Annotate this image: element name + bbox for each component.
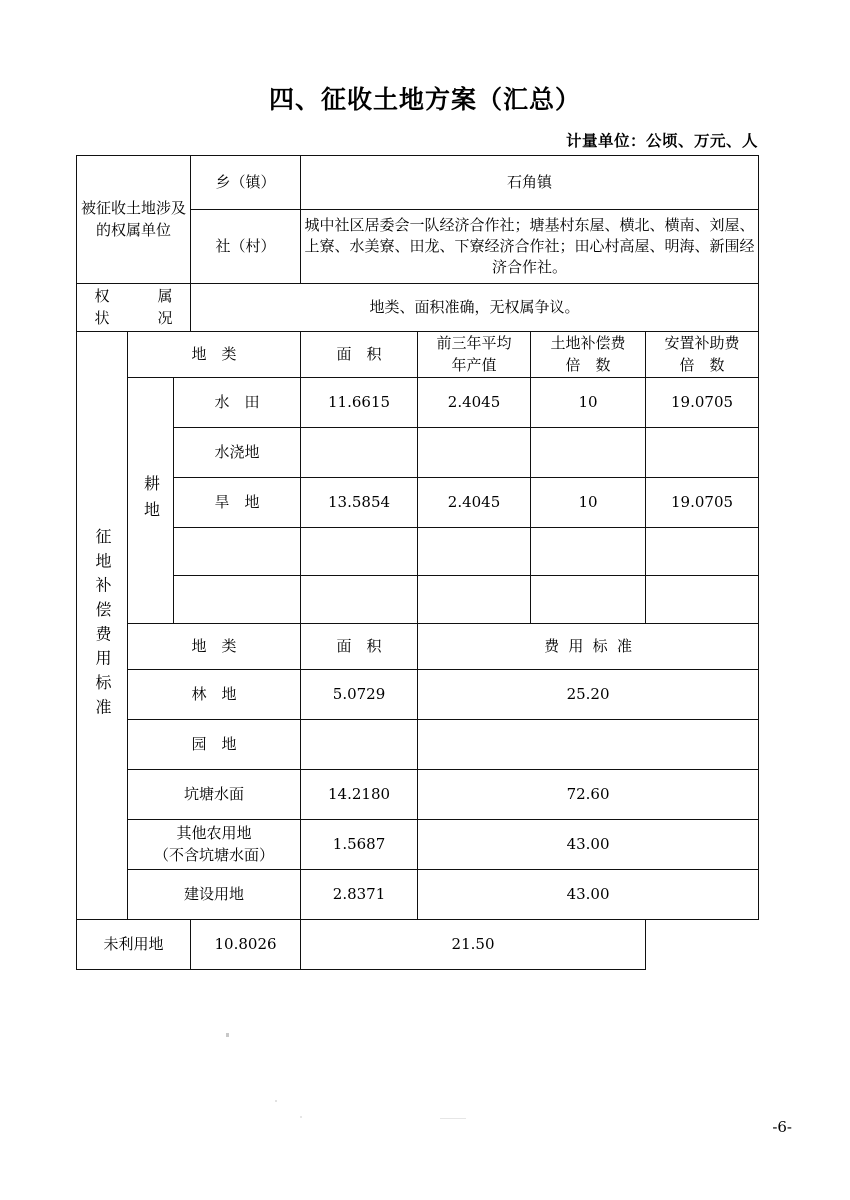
land-type-other-agri-line1: 其他农用地	[176, 824, 252, 843]
area-construction: 2.8371	[301, 870, 418, 920]
table-row-cultivated-blank-2	[77, 576, 759, 624]
avg-yield-blank-1	[418, 528, 531, 576]
resettle-multiple-irrigated	[646, 428, 759, 478]
resettle-multiple-paddy: 19.0705	[646, 378, 759, 428]
avg-yield-dry: 2.4045	[418, 478, 531, 528]
comp-multiple-paddy: 10	[531, 378, 646, 428]
cultivated-land-label: 耕地	[141, 474, 161, 527]
side-label-cell	[77, 332, 128, 920]
header-land-type-upper: 地 类	[128, 332, 301, 378]
avg-yield-paddy: 2.4045	[418, 378, 531, 428]
header-area-upper: 面 积	[301, 332, 418, 378]
ownership-status-value: 地类、面积准确，无权属争议。	[191, 284, 759, 332]
header-avg-yield	[418, 332, 531, 378]
resettle-multiple-blank-1	[646, 528, 759, 576]
header-fee-standard: 费用标准	[418, 624, 759, 670]
ownership-status-label-line1: 权 属	[94, 287, 190, 306]
resettle-multiple-dry: 19.0705	[646, 478, 759, 528]
scan-speck	[440, 1118, 466, 1119]
land-type-other-agri-line2: （不含坑塘水面）	[154, 845, 275, 864]
table-row-other-agricultural-land	[77, 820, 759, 870]
fee-standard-unused: 21.50	[301, 920, 646, 970]
scan-speck	[300, 1116, 302, 1118]
land-type-forest: 林 地	[128, 670, 301, 720]
header-land-type-lower: 地 类	[128, 624, 301, 670]
scan-speck	[275, 1100, 277, 1102]
avg-yield-irrigated	[418, 428, 531, 478]
fee-standard-garden	[418, 720, 759, 770]
table-header-row-lower	[77, 624, 759, 670]
comp-multiple-blank-1	[531, 528, 646, 576]
area-pond: 14.2180	[301, 770, 418, 820]
area-blank-1	[301, 528, 418, 576]
side-label-text: 征地补偿费用标准	[93, 528, 112, 723]
table-row-construction-land	[77, 870, 759, 920]
area-irrigated	[301, 428, 418, 478]
owner-unit-label: 被征收土地涉及的权属单位	[77, 156, 191, 284]
land-acquisition-table-wrapper	[76, 155, 758, 970]
header-avg-yield-line1: 前三年平均	[436, 334, 512, 353]
area-dry: 13.5854	[301, 478, 418, 528]
fee-standard-other-agri: 43.00	[418, 820, 759, 870]
scan-speck	[226, 1033, 229, 1037]
resettle-multiple-blank-2	[646, 576, 759, 624]
header-resettle-multiple-line2: 倍 数	[679, 355, 725, 374]
table-row-pond-water-surface	[77, 770, 759, 820]
table-row-dry-land	[77, 478, 759, 528]
township-label: 乡（镇）	[191, 156, 301, 210]
land-type-pond: 坑塘水面	[128, 770, 301, 820]
land-type-paddy: 水 田	[174, 378, 301, 428]
table-row-cultivated-blank-1	[77, 528, 759, 576]
header-comp-multiple-line1: 土地补偿费	[550, 334, 626, 353]
table-row-paddy-field	[77, 378, 759, 428]
header-resettle-multiple	[646, 332, 759, 378]
fee-standard-construction: 43.00	[418, 870, 759, 920]
measurement-unit-note: 计量单位：公顷、万元、人	[565, 131, 758, 150]
village-label: 社（村）	[191, 210, 301, 284]
area-garden	[301, 720, 418, 770]
land-type-blank-2	[174, 576, 301, 624]
header-comp-multiple	[531, 332, 646, 378]
ownership-status-label-line2: 状 况	[94, 308, 190, 327]
land-type-garden: 园 地	[128, 720, 301, 770]
area-other-agri: 1.5687	[301, 820, 418, 870]
header-area-lower: 面 积	[301, 624, 418, 670]
fee-standard-pond: 72.60	[418, 770, 759, 820]
land-acquisition-table	[76, 155, 759, 970]
header-comp-multiple-line2: 倍 数	[565, 355, 611, 374]
land-type-construction: 建设用地	[128, 870, 301, 920]
land-type-blank-1	[174, 528, 301, 576]
land-type-irrigated: 水浇地	[174, 428, 301, 478]
area-blank-2	[301, 576, 418, 624]
land-type-dry: 旱 地	[174, 478, 301, 528]
page-number: -6-	[772, 1118, 792, 1136]
ownership-status-label	[77, 284, 191, 332]
area-paddy: 11.6615	[301, 378, 418, 428]
table-row-township	[77, 156, 759, 210]
comp-multiple-dry: 10	[531, 478, 646, 528]
fee-standard-forest: 25.20	[418, 670, 759, 720]
page-title: 四、征收土地方案（汇总）	[268, 85, 581, 114]
village-value: 城中社区居委会一队经济合作社；塘基村东屋、横北、横南、刘屋、上寮、水美寮、田龙、下寮经济合作社；田心村高屋、明海、新围经济合作社。	[301, 210, 759, 284]
table-header-row-upper	[77, 332, 759, 378]
area-unused: 10.8026	[191, 920, 301, 970]
header-avg-yield-line2: 年产值	[451, 355, 497, 374]
township-value: 石角镇	[301, 156, 759, 210]
comp-multiple-blank-2	[531, 576, 646, 624]
table-row-forest-land	[77, 670, 759, 720]
land-type-other-agri	[128, 820, 301, 870]
header-resettle-multiple-line1: 安置补助费	[664, 334, 740, 353]
land-type-unused: 未利用地	[77, 920, 191, 970]
avg-yield-blank-2	[418, 576, 531, 624]
comp-multiple-irrigated	[531, 428, 646, 478]
table-row-ownership-status	[77, 284, 759, 332]
cultivated-land-label-cell	[128, 378, 174, 624]
table-row-garden-land	[77, 720, 759, 770]
table-row-irrigated-land	[77, 428, 759, 478]
table-row-unused-land	[77, 920, 759, 970]
area-forest: 5.0729	[301, 670, 418, 720]
